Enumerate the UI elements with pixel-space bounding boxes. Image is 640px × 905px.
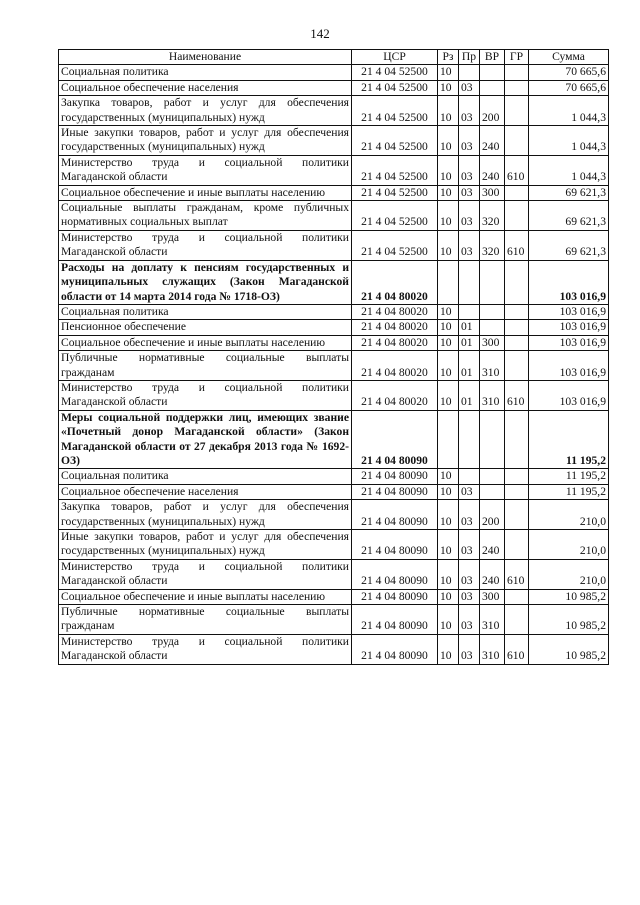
cell-gr: [505, 530, 529, 560]
cell-rz: [438, 260, 459, 304]
cell-name: Социальное обеспечение населения: [59, 80, 352, 95]
cell-pr: 03: [459, 500, 480, 530]
cell-vr: 320: [480, 230, 505, 260]
cell-pr: [459, 304, 480, 319]
cell-rz: 10: [438, 304, 459, 319]
cell-rz: 10: [438, 484, 459, 499]
cell-rz: 10: [438, 65, 459, 80]
cell-gr: [505, 605, 529, 635]
cell-rz: 10: [438, 230, 459, 260]
cell-amount: 69 621,3: [529, 185, 609, 200]
cell-pr: 01: [459, 380, 480, 410]
cell-amount: 70 665,6: [529, 65, 609, 80]
cell-name: Социальные выплаты гражданам, кроме публичных нормативных социальных выплат: [59, 201, 352, 231]
cell-vr: [480, 304, 505, 319]
page-number: 142: [310, 26, 330, 41]
cell-vr: 310: [480, 634, 505, 664]
cell-vr: 310: [480, 605, 505, 635]
cell-gr: [505, 304, 529, 319]
cell-gr: 610: [505, 380, 529, 410]
cell-amount: 1 044,3: [529, 96, 609, 126]
cell-amount: 210,0: [529, 559, 609, 589]
cell-rz: 10: [438, 634, 459, 664]
cell-vr: 320: [480, 201, 505, 231]
cell-vr: [480, 65, 505, 80]
cell-vr: 240: [480, 530, 505, 560]
cell-csr: 21 4 04 80020: [352, 304, 438, 319]
cell-vr: 240: [480, 126, 505, 156]
cell-pr: 03: [459, 96, 480, 126]
cell-rz: [438, 410, 459, 469]
cell-pr: 03: [459, 230, 480, 260]
cell-name: Министерство труда и социальной политики Магаданской области: [59, 230, 352, 260]
cell-amount: 11 195,2: [529, 484, 609, 499]
cell-gr: [505, 320, 529, 335]
cell-amount: 1 044,3: [529, 126, 609, 156]
cell-gr: [505, 335, 529, 350]
cell-name: Иные закупки товаров, работ и услуг для обеспечения государственных (муниципальных) нужд: [59, 530, 352, 560]
cell-name: Публичные нормативные социальные выплаты гражданам: [59, 351, 352, 381]
cell-rz: 10: [438, 589, 459, 604]
cell-name: Социальное обеспечение и иные выплаты населению: [59, 335, 352, 350]
cell-pr: [459, 260, 480, 304]
cell-csr: 21 4 04 80090: [352, 634, 438, 664]
cell-vr: 200: [480, 500, 505, 530]
cell-csr: 21 4 04 52500: [352, 201, 438, 231]
cell-amount: 11 195,2: [529, 410, 609, 469]
cell-amount: 1 044,3: [529, 155, 609, 185]
table-row: [59, 230, 609, 260]
cell-pr: 03: [459, 80, 480, 95]
cell-gr: [505, 351, 529, 381]
cell-pr: [459, 65, 480, 80]
cell-rz: 10: [438, 530, 459, 560]
cell-pr: 03: [459, 484, 480, 499]
cell-gr: 610: [505, 230, 529, 260]
table-row: [59, 335, 609, 350]
cell-csr: 21 4 04 52500: [352, 155, 438, 185]
budget-table: [58, 49, 609, 665]
cell-csr: 21 4 04 52500: [352, 96, 438, 126]
cell-name: Иные закупки товаров, работ и услуг для обеспечения государственных (муниципальных) нужд: [59, 126, 352, 156]
cell-name: Социальная политика: [59, 469, 352, 484]
table-row: [59, 484, 609, 499]
cell-rz: 10: [438, 605, 459, 635]
header-vr: ВР: [480, 50, 505, 65]
cell-pr: [459, 410, 480, 469]
cell-pr: 03: [459, 559, 480, 589]
table-row: [59, 351, 609, 381]
cell-amount: 210,0: [529, 500, 609, 530]
cell-rz: 10: [438, 96, 459, 126]
cell-rz: 10: [438, 335, 459, 350]
cell-gr: 610: [505, 155, 529, 185]
cell-name: Социальное обеспечение и иные выплаты населению: [59, 185, 352, 200]
cell-name: Социальное обеспечение и иные выплаты населению: [59, 589, 352, 604]
cell-name: Закупка товаров, работ и услуг для обеспечения государственных (муниципальных) нужд: [59, 96, 352, 126]
cell-gr: [505, 96, 529, 126]
table-row: [59, 65, 609, 80]
header-rz: Рз: [438, 50, 459, 65]
cell-rz: 10: [438, 126, 459, 156]
cell-rz: 10: [438, 380, 459, 410]
cell-pr: 03: [459, 589, 480, 604]
cell-gr: [505, 484, 529, 499]
cell-vr: [480, 80, 505, 95]
cell-csr: 21 4 04 80090: [352, 469, 438, 484]
cell-vr: [480, 260, 505, 304]
cell-amount: 103 016,9: [529, 260, 609, 304]
cell-gr: 610: [505, 559, 529, 589]
cell-amount: 69 621,3: [529, 230, 609, 260]
cell-name: Пенсионное обеспечение: [59, 320, 352, 335]
cell-gr: [505, 126, 529, 156]
cell-gr: [505, 469, 529, 484]
cell-gr: [505, 589, 529, 604]
cell-pr: 03: [459, 634, 480, 664]
cell-csr: 21 4 04 52500: [352, 65, 438, 80]
cell-pr: 01: [459, 351, 480, 381]
cell-csr: 21 4 04 80090: [352, 500, 438, 530]
cell-vr: 240: [480, 559, 505, 589]
cell-amount: 10 985,2: [529, 589, 609, 604]
cell-csr: 21 4 04 80020: [352, 380, 438, 410]
cell-pr: 03: [459, 185, 480, 200]
table-header-row: [59, 50, 609, 65]
cell-csr: 21 4 04 80020: [352, 351, 438, 381]
cell-amount: 103 016,9: [529, 351, 609, 381]
cell-vr: 240: [480, 155, 505, 185]
cell-name: Социальная политика: [59, 65, 352, 80]
table-row: [59, 634, 609, 664]
cell-amount: 10 985,2: [529, 605, 609, 635]
cell-csr: 21 4 04 80090: [352, 530, 438, 560]
cell-rz: 10: [438, 80, 459, 95]
cell-csr: 21 4 04 80090: [352, 410, 438, 469]
table-row: [59, 530, 609, 560]
cell-name: Министерство труда и социальной политики Магаданской области: [59, 634, 352, 664]
cell-gr: 610: [505, 634, 529, 664]
cell-pr: 01: [459, 335, 480, 350]
cell-name: Министерство труда и социальной политики Магаданской области: [59, 559, 352, 589]
cell-rz: 10: [438, 320, 459, 335]
cell-csr: 21 4 04 52500: [352, 230, 438, 260]
cell-csr: 21 4 04 80020: [352, 335, 438, 350]
cell-name: Социальное обеспечение населения: [59, 484, 352, 499]
cell-name: Публичные нормативные социальные выплаты гражданам: [59, 605, 352, 635]
header-amount: Сумма: [529, 50, 609, 65]
table-row: [59, 320, 609, 335]
cell-pr: 03: [459, 530, 480, 560]
cell-csr: 21 4 04 52500: [352, 185, 438, 200]
cell-amount: 103 016,9: [529, 320, 609, 335]
cell-name: Меры социальной поддержки лиц, имеющих звание «Почетный донор Магаданской области» (Закон Магаданской области от 27 декабря 2013 года № 1692-ОЗ): [59, 410, 352, 469]
cell-name: Министерство труда и социальной политики Магаданской области: [59, 380, 352, 410]
cell-csr: 21 4 04 80090: [352, 589, 438, 604]
cell-pr: 03: [459, 155, 480, 185]
table-row: [59, 260, 609, 304]
cell-gr: [505, 185, 529, 200]
cell-rz: 10: [438, 351, 459, 381]
table-row: [59, 185, 609, 200]
header-pr: Пр: [459, 50, 480, 65]
cell-amount: 103 016,9: [529, 380, 609, 410]
cell-rz: 10: [438, 500, 459, 530]
cell-name: Социальная политика: [59, 304, 352, 319]
cell-name: Министерство труда и социальной политики Магаданской области: [59, 155, 352, 185]
table-row: [59, 605, 609, 635]
cell-vr: 300: [480, 335, 505, 350]
cell-vr: 310: [480, 380, 505, 410]
cell-csr: 21 4 04 52500: [352, 80, 438, 95]
cell-csr: 21 4 04 80020: [352, 260, 438, 304]
cell-gr: [505, 260, 529, 304]
cell-vr: 310: [480, 351, 505, 381]
table-row: [59, 155, 609, 185]
cell-amount: 103 016,9: [529, 335, 609, 350]
cell-csr: 21 4 04 80020: [352, 320, 438, 335]
cell-rz: 10: [438, 559, 459, 589]
table-body: [59, 65, 609, 664]
cell-gr: [505, 201, 529, 231]
table-row: [59, 304, 609, 319]
cell-rz: 10: [438, 469, 459, 484]
header-name: Наименование: [59, 50, 352, 65]
cell-gr: [505, 410, 529, 469]
cell-amount: 69 621,3: [529, 201, 609, 231]
cell-csr: 21 4 04 80090: [352, 484, 438, 499]
cell-vr: [480, 484, 505, 499]
cell-pr: [459, 469, 480, 484]
cell-gr: [505, 65, 529, 80]
cell-csr: 21 4 04 80090: [352, 605, 438, 635]
cell-vr: 300: [480, 185, 505, 200]
cell-amount: 103 016,9: [529, 304, 609, 319]
cell-amount: 10 985,2: [529, 634, 609, 664]
table-row: [59, 201, 609, 231]
cell-rz: 10: [438, 201, 459, 231]
cell-amount: 210,0: [529, 530, 609, 560]
cell-amount: 11 195,2: [529, 469, 609, 484]
table-row: [59, 469, 609, 484]
table-row: [59, 589, 609, 604]
cell-rz: 10: [438, 155, 459, 185]
cell-pr: 03: [459, 201, 480, 231]
cell-csr: 21 4 04 52500: [352, 126, 438, 156]
table-row: [59, 559, 609, 589]
cell-gr: [505, 500, 529, 530]
cell-csr: 21 4 04 80090: [352, 559, 438, 589]
table-row: [59, 380, 609, 410]
header-gr: ГР: [505, 50, 529, 65]
table-row: [59, 80, 609, 95]
cell-name: Закупка товаров, работ и услуг для обеспечения государственных (муниципальных) нужд: [59, 500, 352, 530]
cell-gr: [505, 80, 529, 95]
cell-vr: 200: [480, 96, 505, 126]
table-row: [59, 126, 609, 156]
table-row: [59, 410, 609, 469]
cell-amount: 70 665,6: [529, 80, 609, 95]
cell-vr: [480, 320, 505, 335]
cell-pr: 01: [459, 320, 480, 335]
cell-vr: [480, 469, 505, 484]
cell-pr: 03: [459, 605, 480, 635]
header-csr: ЦСР: [352, 50, 438, 65]
cell-vr: [480, 410, 505, 469]
cell-pr: 03: [459, 126, 480, 156]
table-row: [59, 500, 609, 530]
table-row: [59, 96, 609, 126]
cell-vr: 300: [480, 589, 505, 604]
cell-name: Расходы на доплату к пенсиям государственных и муниципальных служащих (Закон Магаданской области от 14 марта 2014 года № 1718-ОЗ): [59, 260, 352, 304]
cell-rz: 10: [438, 185, 459, 200]
